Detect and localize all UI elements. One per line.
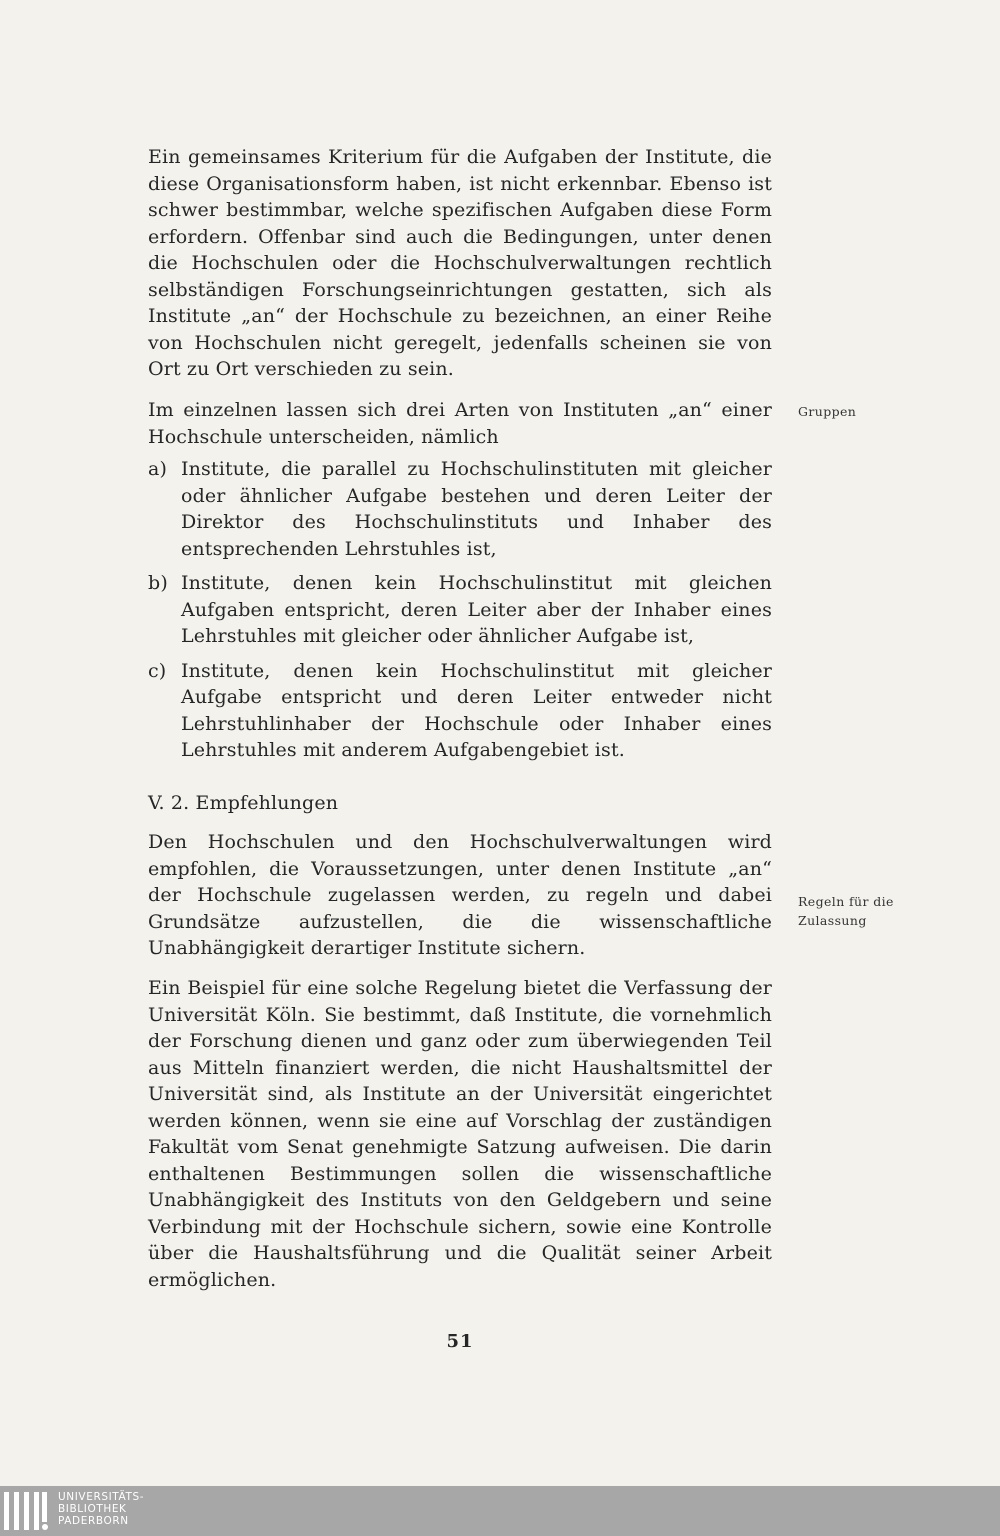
library-footer — [0, 1486, 1000, 1536]
paragraph-4-container — [148, 975, 772, 1293]
page-number: 51 — [446, 1331, 474, 1352]
logo-line-2: BIBLIOTHEK — [58, 1503, 127, 1515]
list-item-text: Institute, denen kein Hochschulinstitut mit gleicher Aufgabe entspricht und deren Leiter entweder nicht Lehrstuhlinhaber der Hochschule oder Inhaber eines Lehrstuhles mit anderem Aufgabengebiet ist. — [181, 659, 772, 761]
groups-section — [148, 397, 772, 764]
paragraph-3: Den Hochschulen und den Hochschulverwaltungen wird empfohlen, die Voraussetzungen, unter denen Institute „an“ der Hochschule zugelassen werden, zu regeln und dabei Grundsätze aufzustellen, die die wissenschaftliche Unabhängigkeit derartiger Institute sichern. — [148, 831, 772, 959]
library-logo-icon — [4, 1490, 50, 1532]
margin-note-regeln-line1: Regeln für die — [798, 894, 894, 909]
logo-line-3: PADERBORN — [58, 1515, 129, 1527]
library-logo — [4, 1490, 144, 1532]
margin-note-regeln — [798, 892, 894, 930]
margin-note-regeln-line2: Zulassung — [798, 913, 867, 928]
paragraph-3-container — [148, 829, 772, 962]
section-heading-container — [148, 790, 772, 817]
logo-line-1: UNIVERSITÄTS- — [58, 1491, 145, 1503]
margin-note-gruppen: Gruppen — [798, 404, 857, 419]
section-heading: V. 2. Empfehlungen — [148, 792, 339, 814]
list-item-label: c) — [148, 659, 167, 682]
paragraph-2: Im einzelnen lassen sich drei Arten von Instituten „an“ einer Hochschule unterscheiden, nämlich — [148, 399, 772, 448]
list-item — [148, 658, 772, 764]
paragraph-1-container — [148, 144, 772, 383]
list-item-text: Institute, die parallel zu Hochschulinstituten mit gleicher oder ähnlicher Aufgabe bestehen und deren Leiter der Direktor des Hochschulinstituts und Inhaber des entsprechenden Lehrstuhles ist, — [181, 458, 772, 560]
list-item — [148, 570, 772, 650]
library-logo-text — [58, 1491, 144, 1527]
list-item-label: a) — [148, 458, 168, 480]
list-item-label: b) — [148, 572, 168, 594]
list-item — [148, 456, 772, 562]
paragraph-1: Ein gemeinsames Kriterium für die Aufgaben der Institute, die diese Organisationsform haben, ist nicht erkennbar. Ebenso ist schwer bestimmbar, welche spezifischen Aufgaben diese Form erfordern. Offenbar sind auch die Bedingungen, unter denen die Hochschulen oder die Hochschulverwaltungen rechtlich selbständigen Forschungseinrichtungen gestatten, sich als Institute „an“ der Hochschule zu bezeichnen, an einer Reihe von Hochschulen nicht geregelt, jedenfalls scheinen sie von Ort zu Ort verschieden zu sein. — [148, 146, 772, 380]
paragraph-4: Ein Beispiel für eine solche Regelung bietet die Verfassung der Universität Köln. Sie bestimmt, daß Institute, die vornehmlich der Forschung dienen und ganz oder zum überwiegenden Teil aus Mitteln finanziert werden, die nicht Haushaltsmittel der Universität sind, als Institute an der Universität eingerichtet werden können, wenn sie eine auf Vorschlag der zuständigen Fakultät vom Senat genehmigte Satzung aufweisen. Die darin enthaltenen Bestimmungen sollen die wissenschaftliche Unabhängigkeit des Instituts von den Geldgebern und seine Verbindung mit der Hochschule sichern, sowie eine Kontrolle über die Haushaltsführung und die Qualität seiner Arbeit ermöglichen. — [148, 977, 772, 1291]
list-item-text: Institute, denen kein Hochschulinstitut mit gleichen Aufgaben entspricht, deren Leiter aber der Inhaber eines Lehrstuhles mit gleicher oder ähnlicher Aufgabe ist, — [181, 572, 772, 647]
